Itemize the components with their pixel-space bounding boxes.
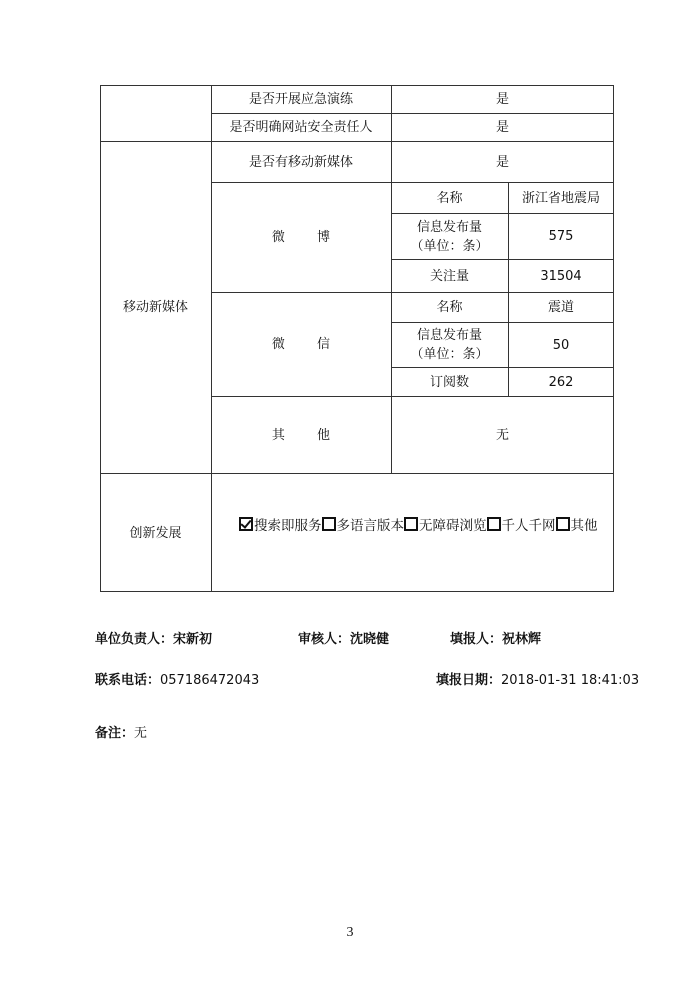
wechat-posts-label-line1: 信息发布量 xyxy=(416,328,482,343)
reviewer-value: 沈晓健 xyxy=(350,632,390,647)
option-other[interactable] xyxy=(556,514,598,534)
has-mobile-media-value: 是 xyxy=(495,154,509,170)
weibo-posts-label xyxy=(391,214,508,259)
option-personalized[interactable] xyxy=(487,514,556,534)
option-search-as-service[interactable] xyxy=(239,514,322,534)
unit-leader-label: 单位负责人： xyxy=(95,632,174,647)
note-label: 备注： xyxy=(95,726,135,741)
contact-phone xyxy=(95,669,259,688)
wechat-posts-value: 50 xyxy=(552,337,570,353)
unit-leader-value: 宋新初 xyxy=(173,632,213,647)
checkbox-empty-icon[interactable] xyxy=(322,517,336,531)
weibo-posts-label-line1: 信息发布量 xyxy=(416,219,482,235)
report-date-value: 2018-01-31 18:41:03 xyxy=(501,673,640,688)
innovation-section-label: 创新发展 xyxy=(129,525,182,541)
option-label: 千人千网 xyxy=(501,518,556,534)
has-mobile-media-label: 是否有移动新媒体 xyxy=(248,154,353,170)
innovation-options xyxy=(239,514,598,534)
reviewer xyxy=(298,628,389,647)
checkbox-empty-icon[interactable] xyxy=(487,517,501,531)
filler-label: 填报人： xyxy=(450,632,503,647)
wechat-sub-label: 订阅数 xyxy=(429,374,469,390)
wechat-name-label: 名称 xyxy=(436,300,463,315)
checkbox-checked-icon[interactable] xyxy=(239,517,253,531)
security-owner-value: 是 xyxy=(495,120,509,135)
report-date-label: 填报日期： xyxy=(436,673,502,688)
weibo-follow-label: 关注量 xyxy=(429,268,469,284)
weibo-name-value: 浙江省地震局 xyxy=(521,190,600,206)
option-label: 无障碍浏览 xyxy=(419,518,487,534)
wechat-name-value: 震道 xyxy=(547,300,574,315)
weibo-name-label: 名称 xyxy=(436,190,463,206)
note xyxy=(95,722,147,741)
mobile-media-section-label: 移动新媒体 xyxy=(122,300,188,315)
filler xyxy=(450,628,541,647)
checkbox-empty-icon[interactable] xyxy=(404,517,418,531)
wechat-label: 微 信 xyxy=(271,337,345,352)
report-date xyxy=(436,669,639,688)
weibo-posts-label-line2: （单位：条） xyxy=(410,238,489,254)
option-label: 搜索即服务 xyxy=(254,518,322,534)
unit-leader xyxy=(95,628,212,647)
wechat-posts-label xyxy=(391,323,508,367)
security-owner-label: 是否明确网站安全责任人 xyxy=(229,120,373,135)
weibo-follow-value: 31504 xyxy=(540,268,582,284)
option-label: 多语言版本 xyxy=(336,518,404,534)
option-multilingual[interactable] xyxy=(322,514,405,534)
reviewer-label: 审核人： xyxy=(298,632,351,647)
weibo-label: 微 博 xyxy=(271,230,345,245)
wechat-sub-value: 262 xyxy=(548,374,574,390)
other-media-label: 其 他 xyxy=(271,427,345,443)
weibo-posts-value: 575 xyxy=(548,229,574,244)
filler-value: 祝林辉 xyxy=(502,632,542,647)
contact-phone-label: 联系电话： xyxy=(95,673,161,688)
note-value: 无 xyxy=(134,726,148,741)
page-number: 3 xyxy=(346,925,354,940)
option-accessibility[interactable] xyxy=(404,514,487,534)
checkbox-empty-icon[interactable] xyxy=(556,517,570,531)
contact-phone-value: 057186472043 xyxy=(160,673,260,688)
emergency-drill-label: 是否开展应急演练 xyxy=(248,92,353,107)
emergency-drill-value: 是 xyxy=(495,92,509,107)
other-media-value: 无 xyxy=(495,427,509,443)
option-label: 其他 xyxy=(570,518,598,534)
wechat-posts-label-line2: （单位：条） xyxy=(410,347,489,362)
